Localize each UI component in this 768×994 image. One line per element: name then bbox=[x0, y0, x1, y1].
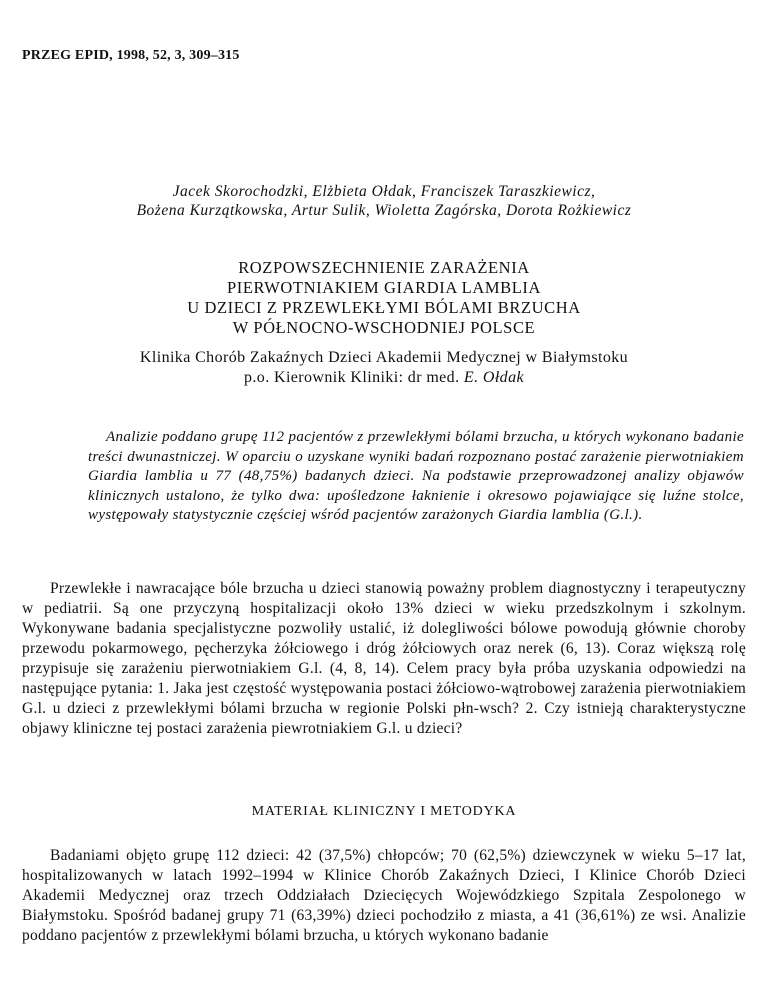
abstract: Analizie poddano grupę 112 pacjentów z przewlekłymi bólami brzucha, u których wykonano badanie treści dwunastniczej. W oparciu o uzyskane wyniki badań rozpoznano postać zarażenie pierwotniakiem Giardia lamblia u 77 (48,75%) badanych dzieci. Na podstawie przeprowadzonej analizy objawów klinicznych ustalono, że tylko dwa: upośledzone łaknienie i okresowo pojawiające się luźne stolce, występowały statystycznie częściej wśród pacjentów zarażonych Giardia lamblia (G.l.). bbox=[88, 429, 744, 523]
title-line: W PÓŁNOCNO-WSCHODNIEJ POLSCE bbox=[232, 318, 536, 337]
affiliation-head-prefix: p.o. Kierownik Kliniki: dr med. bbox=[244, 369, 460, 386]
methods-paragraph: Badaniami objęto grupę 112 dzieci: 42 (37,5%) chłopców; 70 (62,5%) dziewczynek w wieku 5–17 lat, hospitalizowanych w latach 1992–1994 w Klinice Chorób Zakaźnych Dzieci, I Klinice Chorób Dzieci Akademii Medycznej oraz trzech Oddziałach Dziecięcych Wojewódzkiego Szpitala Zespolonego w Białymstoku. Spośród badanej grupy 71 (63,39%) dzieci pochodziło z miasta, a 41 (36,61%) ze wsi. Analizie poddano pacjentów z przewlekłymi bólami brzucha, u których wykonano badanie bbox=[22, 847, 746, 944]
article-title bbox=[0, 258, 768, 338]
author-line: Bożena Kurzątkowska, Artur Sulik, Wioletta Zagórska, Dorota Rożkiewicz bbox=[136, 202, 632, 219]
affiliation-head bbox=[0, 368, 768, 388]
title-line: PIERWOTNIAKIEM GIARDIA LAMBLIA bbox=[226, 278, 542, 297]
title-line: ROZPOWSZECHNIENIE ZARAŻENIA bbox=[238, 258, 530, 277]
journal-citation: PRZEG EPID, 1998, 52, 3, 309–315 bbox=[22, 48, 240, 63]
affiliation-head-name: E. Ołdak bbox=[463, 369, 524, 386]
intro-paragraph: Przewlekłe i nawracające bóle brzucha u dzieci stanowią poważny problem diagnostyczny i terapeutyczny w pediatrii. Są one przyczyną hospitalizacji około 13% dzieci w wieku przedszkolnym i szkolnym. Wykonywane badania specjalistyczne pozwoliły ustalić, iż dolegliwości bólowe powodują głównie choroby przewodu pokarmowego, pęcherzyka żółciowego i dróg żółciowych oraz nerek (6, 13). Coraz większą rolę przypisuje się zarażeniu pierwotniakiem G.l. (4, 8, 14). Celem pracy była próba uzyskania odpowiedzi na następujące pytania: 1. Jaka jest częstość występowania postaci żółciowo-wątrobowej zarażenia pierwotniakiem G.l. u dzieci z przewlekłymi bólami brzucha w regionie Polski płn-wsch? 2. Czy istnieją charakterystyczne objawy kliniczne tej postaci zarażenia piewrotniakiem G.l. u dzieci? bbox=[22, 580, 746, 737]
author-line: Jacek Skorochodzki, Elżbieta Ołdak, Franciszek Taraszkiewicz, bbox=[172, 183, 596, 200]
section-heading: MATERIAŁ KLINICZNY I METODYKA bbox=[251, 804, 517, 819]
author-list bbox=[0, 182, 768, 220]
affiliation-institution: Klinika Chorób Zakaźnych Dzieci Akademii Medycznej w Białymstoku bbox=[139, 349, 629, 366]
affiliation bbox=[0, 348, 768, 388]
title-line: U DZIECI Z PRZEWLEKŁYMI BÓLAMI BRZUCHA bbox=[187, 298, 581, 317]
